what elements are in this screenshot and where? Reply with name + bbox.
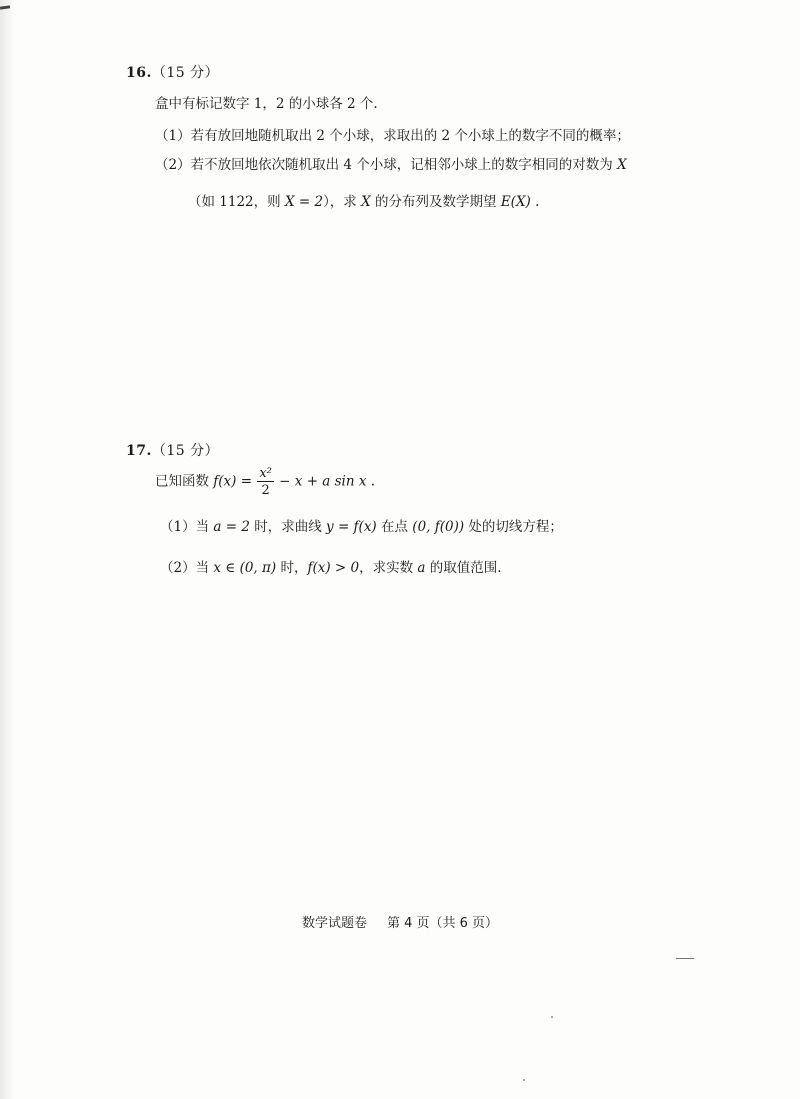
math-var: X	[617, 157, 627, 173]
question-17-part-1	[160, 515, 563, 535]
scan-edge-shadow	[0, 0, 14, 1099]
question-17-header	[126, 440, 219, 460]
math-eq: X = 2	[284, 194, 324, 210]
fraction	[257, 467, 274, 497]
question-17-intro	[155, 467, 375, 497]
text-run: 时，	[276, 560, 308, 576]
question-16-intro: 盒中有标记数字 1，2 的小球各 2 个.	[155, 96, 378, 112]
footer-page-number: 第 4 页（共 6 页）	[386, 916, 499, 931]
text-run: 的取值范围.	[425, 560, 502, 576]
part-text: 若不放回地依次随机取出 4 个小球，记相邻小球上的数字相同的对数为	[190, 157, 613, 173]
scan-speck	[551, 1016, 553, 1018]
page-footer	[0, 912, 800, 931]
text-run: 在点	[376, 519, 413, 535]
text-run: 的分布列及数学期望	[370, 194, 501, 210]
question-16-number: 16.	[126, 65, 152, 81]
question-16-part-2	[155, 153, 627, 173]
scan-speck	[523, 1079, 525, 1081]
math-expression: − x + a sin x	[274, 473, 367, 490]
math-function: f(x) =	[213, 473, 257, 490]
math-var: a	[417, 560, 426, 576]
part-label: （1）	[160, 519, 196, 535]
math-eq: a = 2	[213, 519, 250, 535]
text-run: （如 1122，则	[188, 194, 285, 210]
text-run: .	[530, 194, 540, 210]
text-run: 当	[195, 560, 214, 576]
math-ineq: f(x) > 0	[307, 560, 360, 576]
part-text: 若有放回地随机取出 2 个小球，求取出的 2 个小球上的数字不同的概率；	[190, 128, 630, 144]
question-16-points: （15 分）	[151, 65, 220, 81]
part-label: （2）	[160, 560, 196, 576]
question-17-part-2	[160, 556, 502, 576]
scan-dash-mark	[676, 958, 694, 959]
question-16-part-1	[155, 124, 630, 144]
text-run: ），求	[323, 194, 362, 210]
text-run: ，求实数	[359, 560, 418, 576]
text-run: 当	[195, 519, 214, 535]
part-label: （1）	[155, 128, 191, 144]
question-16-part-2-continued	[188, 190, 539, 210]
math-var: X	[361, 194, 371, 210]
fraction-denominator: 2	[261, 483, 270, 498]
text-run: 处的切线方程；	[464, 519, 563, 535]
math-interval: x ∈ (0, π)	[213, 560, 277, 576]
question-17-number: 17.	[126, 443, 152, 459]
question-17-points: （15 分）	[151, 443, 220, 459]
math-expectation: E(X)	[500, 194, 531, 210]
question-16-header	[126, 62, 219, 82]
part-label: （2）	[155, 157, 191, 173]
text-run: 已知函数	[155, 473, 214, 490]
footer-subject: 数学试题卷	[301, 916, 367, 931]
fraction-numerator: x²	[259, 466, 272, 481]
math-eq: y = f(x)	[326, 519, 377, 535]
text-run: .	[366, 473, 376, 490]
text-run: 时，求曲线	[249, 519, 327, 535]
math-point: (0, f(0))	[412, 519, 465, 535]
